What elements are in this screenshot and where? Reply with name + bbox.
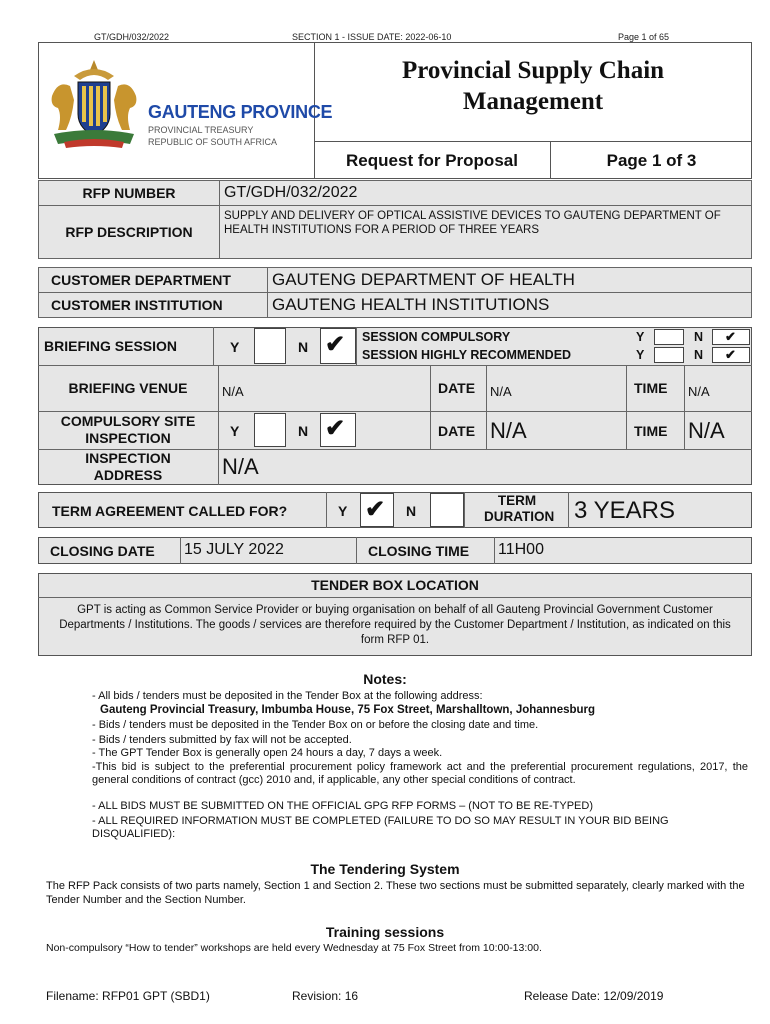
checkmark-icon: ✔ <box>725 347 736 362</box>
logo-org-name: GAUTENG PROVINCE <box>148 102 333 122</box>
session-recommended-label: SESSION HIGHLY RECOMMENDED <box>362 348 572 362</box>
divider <box>486 366 487 412</box>
divider <box>684 412 685 450</box>
briefing-n-label: N <box>298 339 309 355</box>
term-y-checkbox[interactable] <box>360 493 394 527</box>
briefing-time-label: TIME <box>634 380 668 396</box>
closing-time-value: 11H00 <box>498 541 544 558</box>
closing-date-label: CLOSING DATE <box>50 543 155 559</box>
closing-time-label: CLOSING TIME <box>368 543 470 559</box>
note-3: - Bids / tenders submitted by fax will not be accepted. <box>92 734 352 746</box>
header-page: Page 1 of 65 <box>618 32 670 42</box>
divider <box>486 412 487 450</box>
logo-line1: PROVINCIAL TREASURY <box>148 125 254 135</box>
checkmark-icon: ✔ <box>325 331 346 358</box>
checkmark-icon: ✔ <box>365 496 386 523</box>
customer-department-value: GAUTENG DEPARTMENT OF HEALTH <box>267 267 752 293</box>
briefing-date-value: N/A <box>490 384 512 399</box>
divider <box>213 327 214 365</box>
recommended-y-label: Y <box>636 348 645 362</box>
briefing-y-label: Y <box>230 339 240 355</box>
divider <box>430 412 431 450</box>
note-4: - The GPT Tender Box is generally open 24 hours a day, 7 days a week. <box>92 747 443 759</box>
divider <box>430 366 431 412</box>
title-line1: Provincial Supply Chain <box>401 57 665 84</box>
site-y-checkbox[interactable] <box>254 413 286 447</box>
checkmark-icon: ✔ <box>725 329 736 344</box>
divider <box>626 412 627 450</box>
training-title: Training sessions <box>325 924 445 940</box>
site-date-value: N/A <box>490 418 527 443</box>
divider <box>38 411 752 412</box>
briefing-session-label: BRIEFING SESSION <box>44 338 178 354</box>
site-n-checkbox[interactable] <box>320 413 356 447</box>
divider <box>180 537 181 564</box>
term-y-label: Y <box>338 503 348 519</box>
rfp-number-label: RFP NUMBER <box>38 180 220 206</box>
footer-filename: Filename: RFP01 GPT (SBD1) <box>46 989 210 1003</box>
compulsory-n-label: N <box>694 330 704 344</box>
briefing-venue-label: BRIEFING VENUE <box>68 380 188 396</box>
term-duration-label: TERM DURATION <box>484 493 555 524</box>
site-time-label: TIME <box>634 423 668 439</box>
header-section-issue: SECTION 1 - ISSUE DATE: 2022-06-10 <box>292 32 452 42</box>
divider <box>218 366 219 412</box>
note-address: Gauteng Provincial Treasury, Imbumba House, 75 Fox Street, Marshalltown, Johannesburg <box>100 704 596 716</box>
note-6: - ALL BIDS MUST BE SUBMITTED ON THE OFFICIAL GPG RFP FORMS – (NOT TO BE RE-TYPED) <box>92 800 593 812</box>
note-5: -This bid is subject to the preferential procurement policy framework act and the preferential procurement regulations, 2017, the general conditions of contract (gcc) 2010 and, if applicable, any other special conditions of contract. <box>92 761 748 786</box>
tendering-title: The Tendering System <box>310 861 460 877</box>
briefing-date-label: DATE <box>438 380 476 396</box>
title-page: Page 1 of 3 <box>606 151 697 170</box>
term-n-label: N <box>406 503 417 519</box>
recommended-n-label: N <box>694 348 704 362</box>
recommended-n-checkbox[interactable] <box>712 347 750 363</box>
note-2: - Bids / tenders must be deposited in the Tender Box on or before the closing date and time. <box>92 719 539 731</box>
inspection-address-label: INSPECTION ADDRESS <box>85 450 171 483</box>
divider <box>218 450 219 485</box>
site-inspection-label: COMPULSORY SITE INSPECTION <box>60 413 196 446</box>
compulsory-y-label: Y <box>636 330 645 344</box>
header-ref: GT/GDH/032/2022 <box>94 32 170 42</box>
term-agreement-label: TERM AGREEMENT CALLED FOR? <box>52 503 288 519</box>
note-1: - All bids / tenders must be deposited in the Tender Box at the following address: <box>92 690 483 702</box>
customer-department-label: CUSTOMER DEPARTMENT <box>38 267 268 293</box>
tender-box-title: TENDER BOX LOCATION <box>311 577 479 593</box>
divider <box>568 492 569 528</box>
rfp-description-value: SUPPLY AND DELIVERY OF OPTICAL ASSISTIVE DEVICES TO GAUTENG DEPARTMENT OF HEALTH INSTITUTIONS FOR A PERIOD OF THREE YEARS <box>219 205 752 259</box>
coat-of-arms-logo <box>44 56 144 152</box>
divider <box>684 366 685 412</box>
customer-institution-value: GAUTENG HEALTH INSTITUTIONS <box>267 292 752 318</box>
compulsory-n-checkbox[interactable] <box>712 329 750 345</box>
title-divider-h <box>314 141 752 142</box>
rfp-description-label: RFP DESCRIPTION <box>38 205 220 259</box>
compulsory-y-checkbox[interactable] <box>654 329 684 345</box>
site-date-label: DATE <box>438 423 476 439</box>
divider <box>218 412 219 450</box>
tender-box-text: GPT is acting as Common Service Provider or buying organisation on behalf of all Gauteng Provincial Government Customer Departments / Institutions. The goods / services are therefore required by the Customer Department / Institution, as indicated on this form RFP 01. <box>59 604 731 646</box>
logo-line2: REPUBLIC OF SOUTH AFRICA <box>148 137 278 147</box>
divider <box>326 492 327 528</box>
tendering-text: The RFP Pack consists of two parts namely, Section 1 and Section 2. These two sections must be submitted separately, clearly marked with the Tender Number and the Section Number. <box>46 880 745 906</box>
training-text: Non-compulsory “How to tender” workshops are held every Wednesday at 75 Fox Street from 10:00-13:00. <box>46 942 542 954</box>
briefing-y-checkbox[interactable] <box>254 328 286 364</box>
term-n-checkbox[interactable] <box>430 493 464 527</box>
site-time-value: N/A <box>688 418 725 443</box>
divider <box>38 365 752 366</box>
notes-title: Notes: <box>363 671 407 687</box>
footer-revision: Revision: 16 <box>292 989 359 1003</box>
divider <box>356 327 357 365</box>
briefing-time-value: N/A <box>688 384 710 399</box>
closing-date-value: 15 JULY 2022 <box>184 541 284 558</box>
rfp-number-value: GT/GDH/032/2022 <box>219 180 752 206</box>
divider <box>464 492 465 528</box>
checkmark-icon: ✔ <box>325 415 346 442</box>
briefing-n-checkbox[interactable] <box>320 328 356 364</box>
site-n-label: N <box>298 423 309 439</box>
briefing-venue-value: N/A <box>222 384 244 399</box>
term-duration-value: 3 YEARS <box>574 497 675 524</box>
inspection-address-value: N/A <box>222 454 259 479</box>
note-7: - ALL REQUIRED INFORMATION MUST BE COMPLETED (FAILURE TO DO SO MAY RESULT IN YOUR BID BEING DISQUALIFIED): <box>92 815 669 840</box>
customer-institution-label: CUSTOMER INSTITUTION <box>38 292 268 318</box>
recommended-y-checkbox[interactable] <box>654 347 684 363</box>
divider <box>38 597 752 598</box>
session-compulsory-label: SESSION COMPULSORY <box>362 330 511 344</box>
footer-release-date: Release Date: 12/09/2019 <box>524 989 664 1003</box>
subtitle: Request for Proposal <box>346 151 518 170</box>
divider <box>356 537 357 564</box>
divider <box>626 366 627 412</box>
site-y-label: Y <box>230 423 240 439</box>
divider <box>494 537 495 564</box>
title-line2: Management <box>462 88 604 115</box>
